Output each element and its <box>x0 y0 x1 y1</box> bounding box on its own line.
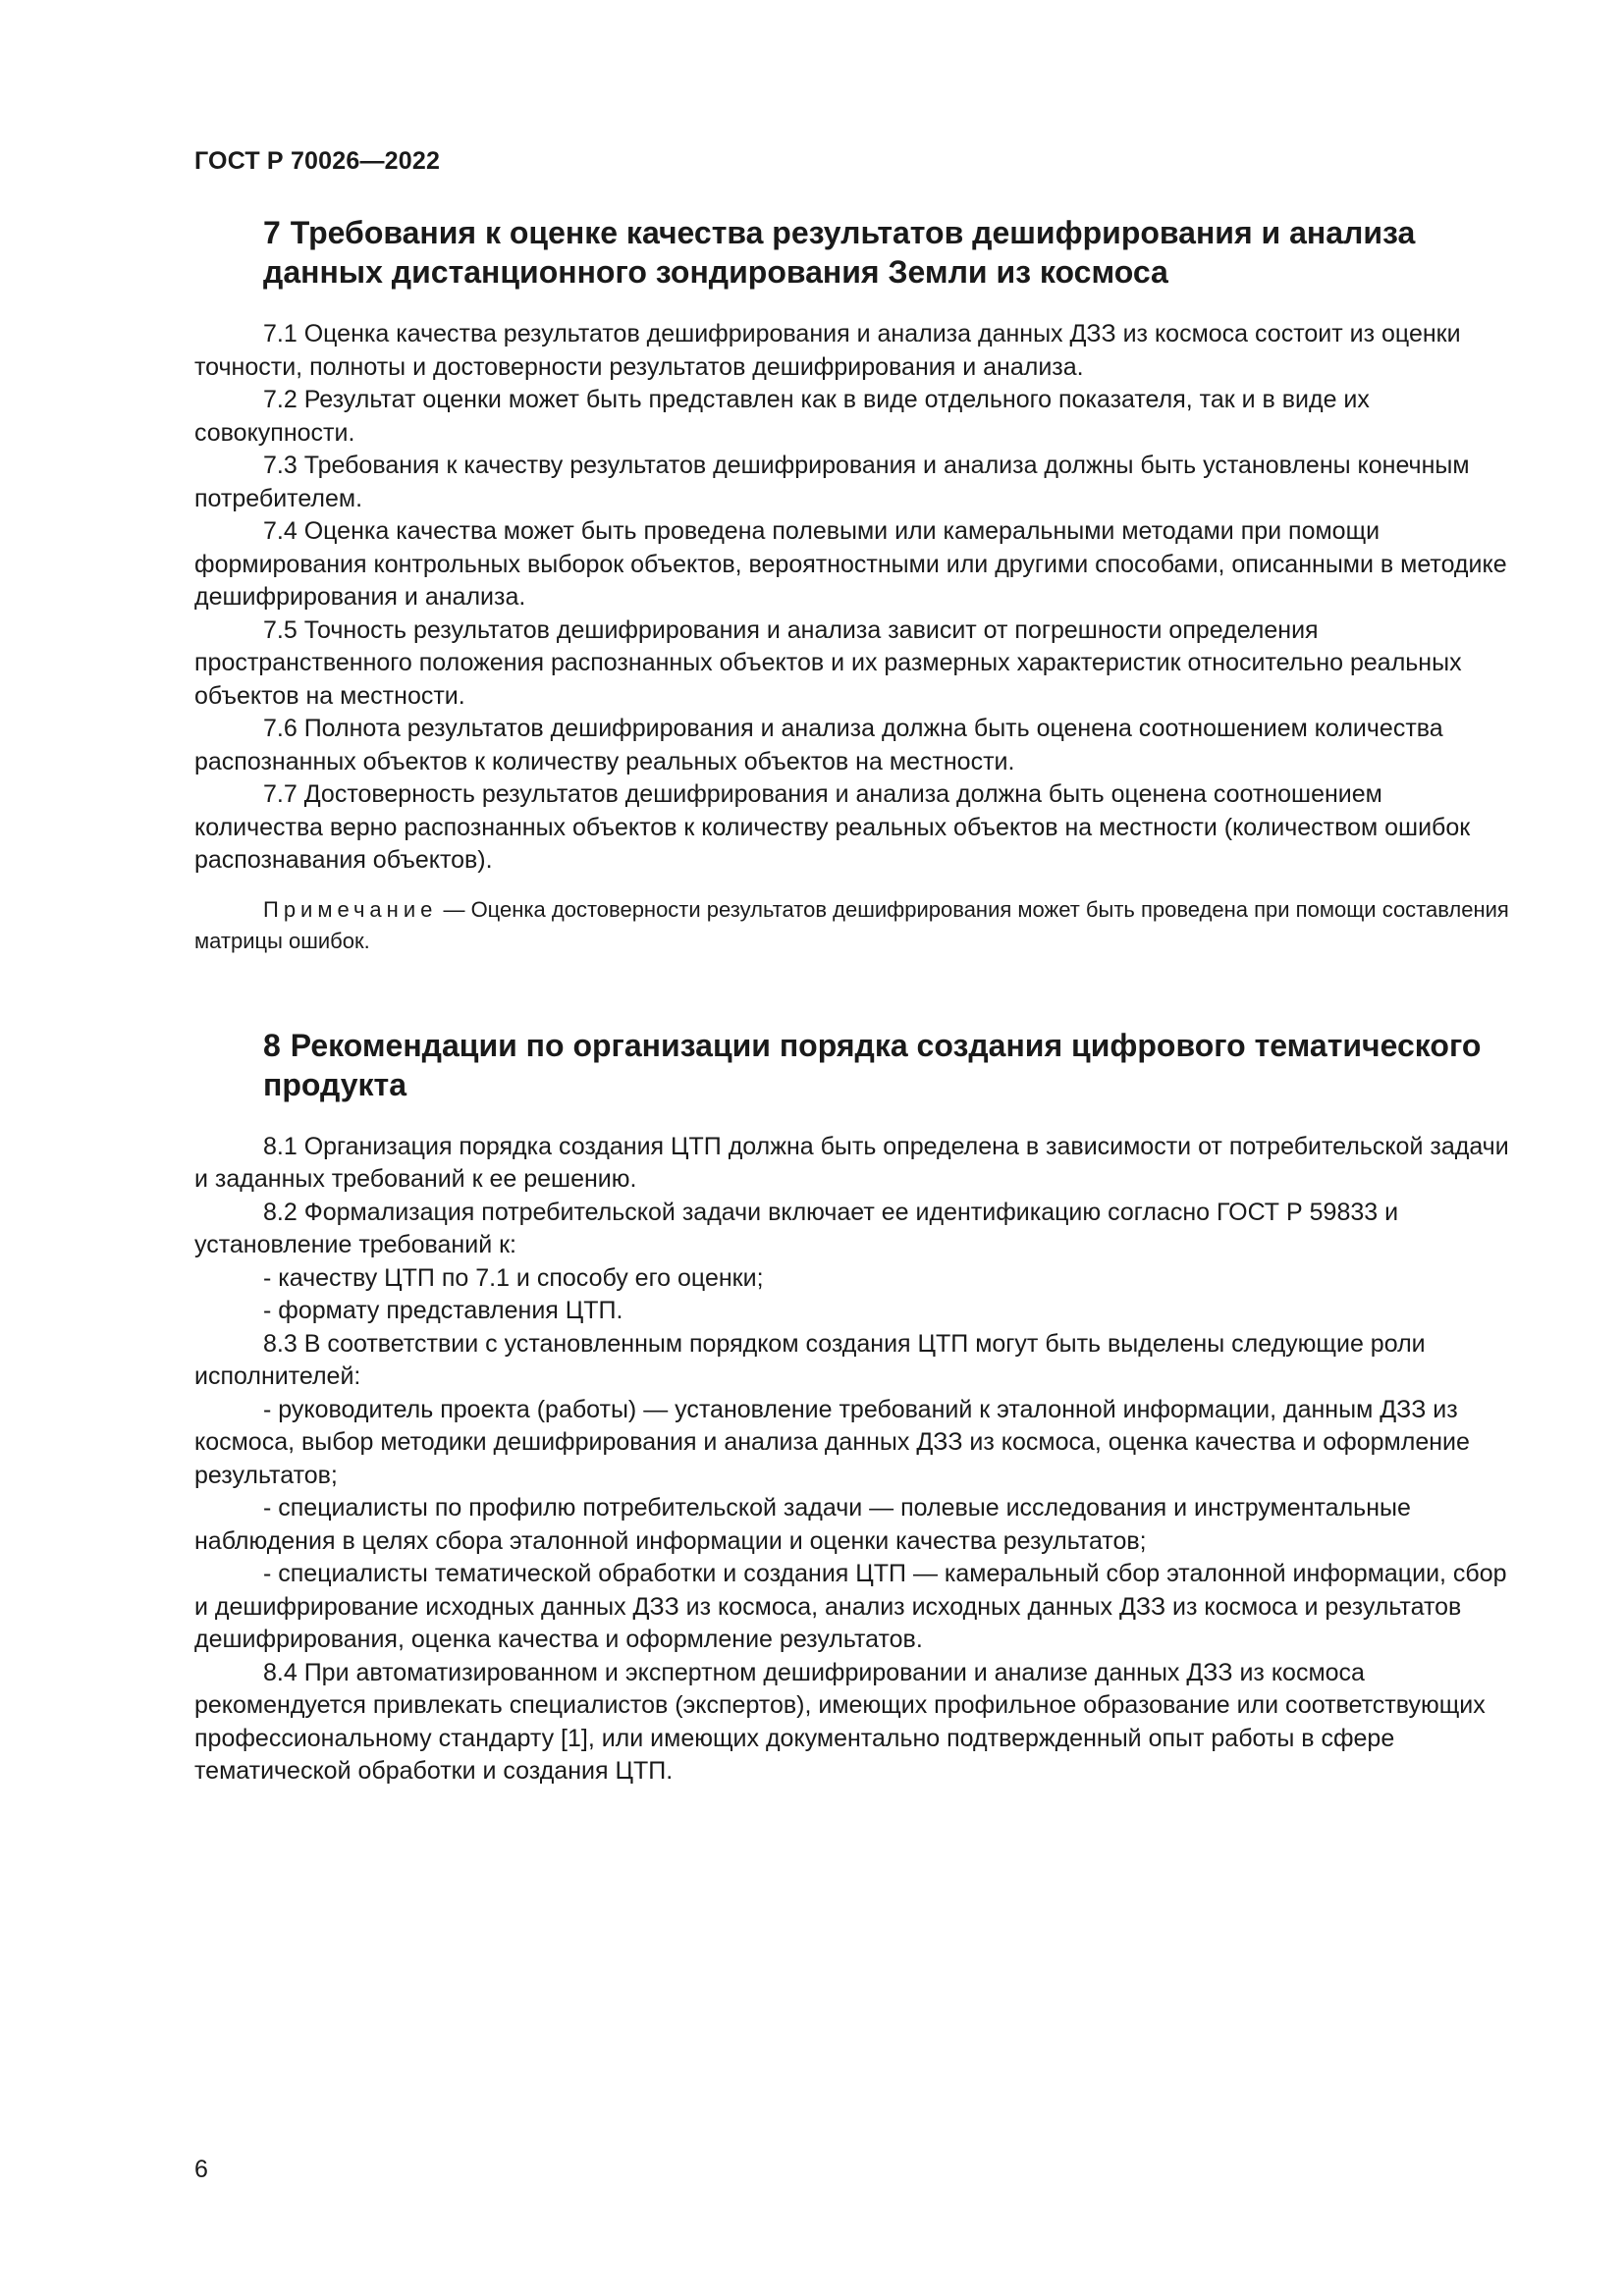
note-text: — Оценка достоверности результатов дешифрирования может быть проведена при помощи составления матрицы ошибок. <box>194 896 1509 953</box>
section-8 <box>194 1026 1515 1789</box>
document-page <box>194 147 1515 1789</box>
section-8-title <box>263 1026 1515 1104</box>
section-8-number: 8 <box>263 1027 281 1063</box>
section-8-title-text: Рекомендации по организации порядка создания цифрового тематического продукта <box>263 1027 1482 1102</box>
list-item: - руководитель проекта (работы) — установление требований к эталонной информации, данным ДЗЗ из космоса, выбор методики дешифрирования и анализа данных ДЗЗ из космоса, оценка качества и оформление результатов; <box>194 1395 1470 1489</box>
paragraph-8-1: 8.1 Организация порядка создания ЦТП должна быть определена в зависимости от потребительской задачи и заданных требований к ее решению. <box>194 1132 1509 1193</box>
list-item: - специалисты по профилю потребительской задачи — полевые исследования и инструментальные наблюдения в целях сбора эталонной информации и оценки качества результатов; <box>194 1494 1411 1555</box>
paragraph-7-6: 7.6 Полнота результатов дешифрирования и анализа должна быть оценена соотношением количества распознанных объектов к количеству реальных объектов на местности. <box>194 715 1443 775</box>
paragraph-7-5: 7.5 Точность результатов дешифрирования и анализа зависит от погрешности определения пространственного положения распознанных объектов и их размерных характеристик относительно реальных объектов на местности. <box>194 615 1462 710</box>
note <box>194 894 1515 957</box>
list-item: - формату представления ЦТП. <box>263 1297 623 1324</box>
paragraph-7-2: 7.2 Результат оценки может быть представлен как в виде отдельного показателя, так и в виде их совокупности. <box>194 386 1370 447</box>
section-7 <box>194 213 1515 957</box>
list-item: - специалисты тематической обработки и создания ЦТП — камеральный сбор эталонной информации, сбор и дешифрирование исходных данных ДЗЗ из космоса, анализ исходных данных ДЗЗ из космоса и результатов дешифрирования, оценка качества и оформление результатов. <box>194 1560 1507 1653</box>
section-7-number: 7 <box>263 215 281 250</box>
paragraph-7-1: 7.1 Оценка качества результатов дешифрирования и анализа данных ДЗЗ из космоса состоит из оценки точности, полноты и достоверности результатов дешифрирования и анализа. <box>194 320 1461 381</box>
paragraph-7-7: 7.7 Достоверность результатов дешифрирования и анализа должна быть оценена соотношением количества верно распознанных объектов к количеству реальных объектов на местности (количеством ошибок распознавания объектов). <box>194 780 1471 874</box>
paragraph-8-4: 8.4 При автоматизированном и экспертном дешифрировании и анализе данных ДЗЗ из космоса рекомендуется привлекать специалистов (экспертов), имеющих профильное образование или соответствующих профессиональному стандарту [1], или имеющих документально подтвержденный опыт работы в сфере тематической обработки и создания ЦТП. <box>194 1658 1486 1785</box>
section-7-title <box>263 213 1515 292</box>
section-7-title-text: Требования к оценке качества результатов дешифрирования и анализа данных дистанционного зондирования Земли из космоса <box>263 215 1416 290</box>
paragraph-8-3: 8.3 В соответствии с установленным порядком создания ЦТП могут быть выделены следующие роли исполнителей: <box>194 1329 1426 1390</box>
note-label: Примечание <box>263 896 438 922</box>
page-number: 6 <box>194 2156 208 2183</box>
paragraph-7-4: 7.4 Оценка качества может быть проведена полевыми или камеральными методами при помощи формирования контрольных выборок объектов, вероятностными или другими способами, описанными в методике дешифрирования и анализа. <box>194 517 1507 611</box>
paragraph-7-3: 7.3 Требования к качеству результатов дешифрирования и анализа должны быть установлены конечным потребителем. <box>194 452 1470 512</box>
paragraph-8-2: 8.2 Формализация потребительской задачи включает ее идентификацию согласно ГОСТ Р 59833 и установление требований к: <box>194 1198 1399 1258</box>
list-item: - качеству ЦТП по 7.1 и способу его оценки; <box>263 1263 764 1292</box>
document-code: ГОСТ Р 70026—2022 <box>194 147 441 175</box>
